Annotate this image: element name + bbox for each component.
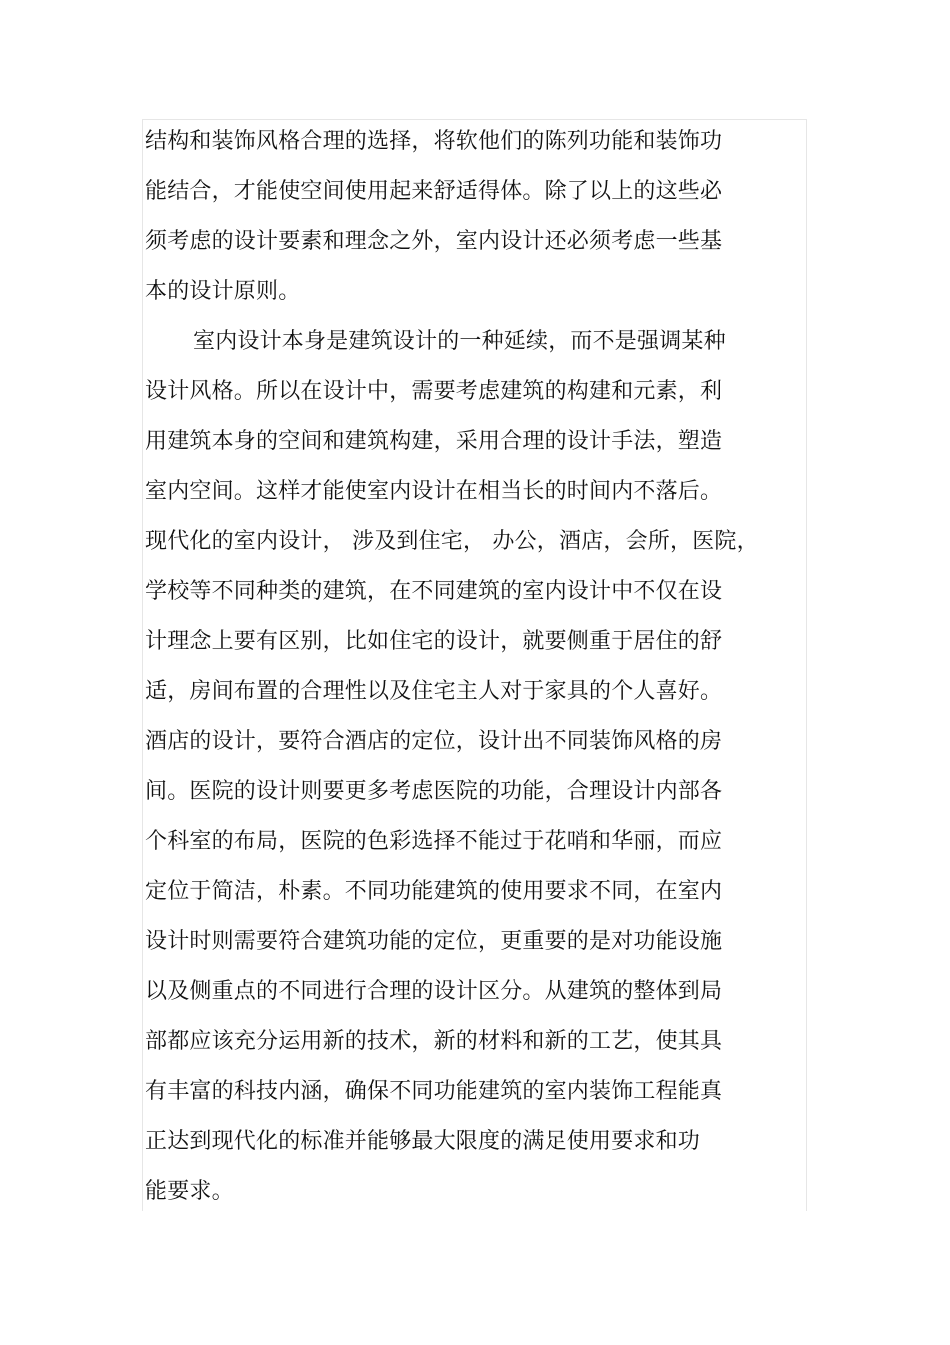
text-line: 间。医院的设计则要更多考虑医院的功能，合理设计内部各 [145, 779, 723, 804]
text-line: 有丰富的科技内涵，确保不同功能建筑的室内装饰工程能真 [145, 1079, 723, 1104]
text-line: 须考虑的设计要素和理念之外，室内设计还必须考虑一些基 [145, 229, 723, 254]
text-line: 本的设计原则。 [145, 279, 301, 304]
text-line: 能结合，才能使空间使用起来舒适得体。除了以上的这些必 [145, 179, 723, 204]
document-body [145, 117, 805, 1217]
text-line: 定位于简洁，朴素。不同功能建筑的使用要求不同，在室内 [145, 879, 723, 904]
text-line: 以及侧重点的不同进行合理的设计区分。从建筑的整体到局 [145, 979, 723, 1004]
text-line: 用建筑本身的空间和建筑构建，采用合理的设计手法，塑造 [145, 429, 723, 454]
text-line: 适，房间布置的合理性以及住宅主人对于家具的个人喜好。 [145, 679, 723, 704]
text-line: 结构和装饰风格合理的选择，将软他们的陈列功能和装饰功 [145, 129, 723, 154]
text-line: 能要求。 [145, 1179, 234, 1204]
text-line: 酒店的设计，要符合酒店的定位，设计出不同装饰风格的房 [145, 729, 723, 754]
text-line: 设计风格。所以在设计中，需要考虑建筑的构建和元素，利 [145, 379, 723, 404]
text-line: 学校等不同种类的建筑，在不同建筑的室内设计中不仅在设 [145, 579, 723, 604]
text-line: 正达到现代化的标准并能够最大限度的满足使用要求和功 [145, 1129, 701, 1154]
text-line: 设计时则需要符合建筑功能的定位，更重要的是对功能设施 [145, 929, 723, 954]
text-line: 个科室的布局，医院的色彩选择不能过于花哨和华丽，而应 [145, 829, 723, 854]
paragraph-start-line: 室内设计本身是建筑设计的一种延续，而不是强调某种 [193, 329, 726, 354]
text-line: 室内空间。这样才能使室内设计在相当长的时间内不落后。 [145, 479, 723, 504]
text-line: 现代化的室内设计， 涉及到住宅， 办公，酒店，会所，医院， [145, 529, 759, 554]
text-line: 计理念上要有区别，比如住宅的设计，就要侧重于居住的舒 [145, 629, 723, 654]
text-line: 部都应该充分运用新的技术，新的材料和新的工艺，使其具 [145, 1029, 723, 1054]
